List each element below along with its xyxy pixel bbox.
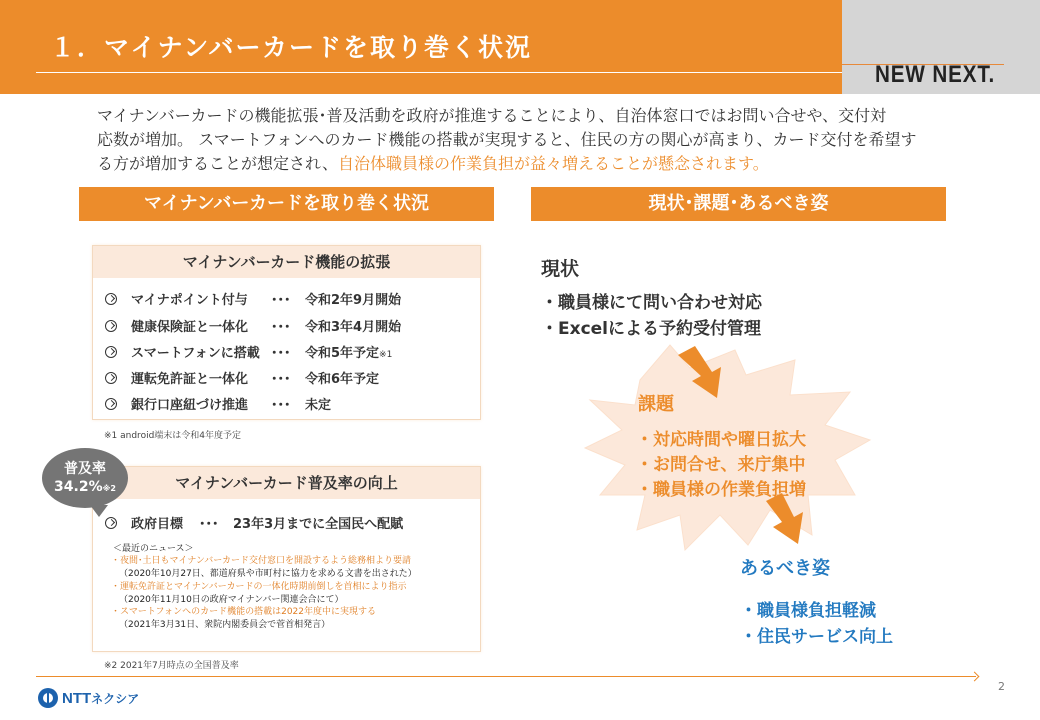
news-headline: ・運転免許証とマイナンバーカードの一体化時期前倒しを首相により指示	[111, 582, 407, 592]
company-logo	[38, 688, 139, 708]
intro-line: 応数が増加。 スマートフォンへのカード機能の搭載が実現すると、住民の方の関心が高まり、カード交付を希望す	[97, 130, 917, 149]
item-value: 令和6年予定	[305, 372, 380, 387]
item-dots: ･･･	[271, 398, 291, 413]
footnote-1: ※1 android端末は令和4年度予定	[104, 431, 242, 441]
ntt-logo-icon	[38, 688, 58, 708]
item-label: 銀行口座紐づけ推進	[131, 398, 249, 413]
issues-title: 課題	[638, 394, 674, 415]
ideal-item: ・住民サービス向上	[740, 627, 893, 647]
brand-logo: NEW NEXT.	[875, 61, 996, 88]
item-dots: ･･･	[271, 320, 291, 335]
page-title: １．マイナンバーカードを取り巻く状況	[50, 33, 533, 62]
badge-label: 普及率	[64, 461, 106, 477]
item-label: スマートフォンに搭載	[131, 346, 260, 361]
panel-title: マイナンバーカード機能の拡張	[93, 246, 480, 278]
news-headline: ・スマートフォンへのカード機能の搭載は2022年度中に実現する	[111, 607, 377, 617]
item-value: 未定	[305, 398, 332, 413]
footnote-mark: ※1	[379, 350, 393, 360]
item-value: 令和5年予定	[305, 346, 380, 361]
item-value: 令和3年4月開始	[305, 320, 402, 335]
logo-company-kana: ネクシア	[91, 691, 140, 706]
news-detail: （2020年11月10日の政府マイナンバー関連会合にて）	[119, 595, 344, 605]
intro-highlight: 自治体職員様の作業負担が益々増えることが懸念されます。	[337, 154, 769, 173]
ideal-item: ・職員様負担軽減	[740, 601, 876, 621]
footnote-mark: ※2	[102, 484, 116, 493]
issue-item: ・職員様の作業負担増	[636, 480, 806, 500]
left-section-heading: マイナンバーカードを取り巻く状況	[79, 187, 494, 221]
item-dots: ･･･	[271, 372, 291, 387]
intro-text: る方が増加することが想定され、	[97, 154, 338, 173]
panel-title: マイナンバーカード普及率の向上	[93, 467, 480, 499]
goal-dots: ･･･	[199, 517, 219, 532]
footer-line	[36, 676, 976, 677]
footnote-2: ※2 2021年7月時点の全国普及率	[104, 661, 239, 671]
news-detail: （2020年10月27日、都道府県や市町村に協力を求める文書を出された）	[119, 569, 417, 579]
news-headline: ・夜間･土日もマイナンバーカード交付窓口を開設するよう総務相より要請	[111, 556, 412, 566]
badge-value: 34.2%	[54, 479, 103, 495]
issue-item: ・対応時間や曜日拡大	[636, 430, 806, 450]
goal-label: 政府目標	[131, 517, 184, 532]
logo-company: NTT	[62, 689, 92, 707]
item-value: 令和2年9月開始	[305, 293, 402, 308]
item-dots: ･･･	[271, 346, 291, 361]
item-label: マイナポイント付与	[131, 293, 248, 308]
issue-item: ・お問合せ、来庁集中	[636, 455, 806, 475]
news-detail: （2021年3月31日、衆院内閣委員会で菅首相発言）	[119, 620, 331, 630]
item-dots: ･･･	[271, 293, 291, 308]
item-label: 健康保険証と一体化	[131, 320, 249, 335]
current-item: ・職員様にて問い合わせ対応	[541, 293, 762, 313]
page-number: 2	[998, 680, 1005, 693]
logo-text	[62, 690, 139, 707]
right-section-heading: 現状･課題･あるべき姿	[531, 187, 946, 221]
item-label: 運転免許証と一体化	[131, 372, 249, 387]
goal-value: 23年3月までに全国民へ配賦	[233, 517, 404, 532]
news-heading: ＜最近のニュース＞	[113, 544, 194, 554]
ideal-title: あるべき姿	[740, 558, 830, 579]
current-title: 現状	[541, 258, 580, 280]
intro-line: マイナンバーカードの機能拡張･普及活動を政府が推進することにより、自治体窓口ではお問い合せや、交付対	[97, 106, 887, 125]
current-item: ・Excelによる予約受付管理	[541, 319, 762, 339]
